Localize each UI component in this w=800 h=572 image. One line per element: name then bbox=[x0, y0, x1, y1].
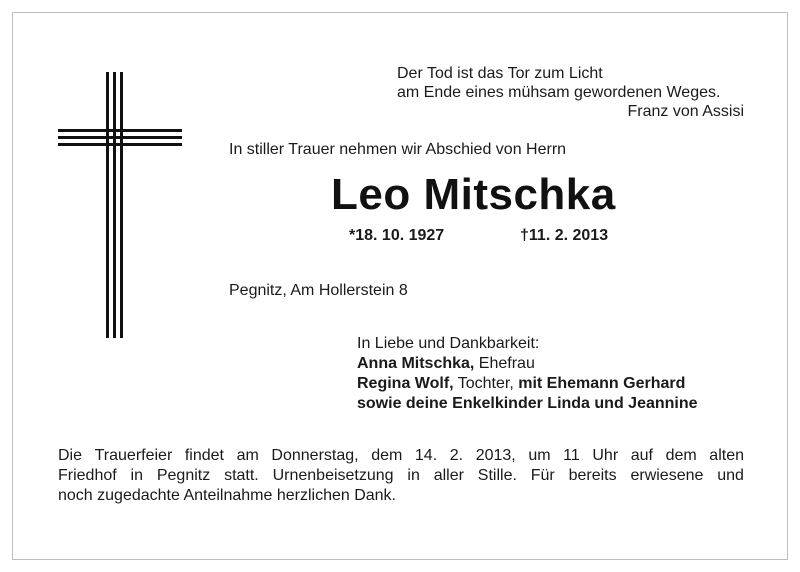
quote-author: Franz von Assisi bbox=[627, 103, 744, 120]
mourner-name: sowie deine Enkelkinder Linda und Jeannine bbox=[357, 395, 698, 412]
notice-word: Stille. bbox=[477, 467, 517, 484]
notice-word: in bbox=[130, 467, 143, 484]
funeral-notice bbox=[58, 446, 744, 506]
notice-word: bereits bbox=[568, 467, 617, 484]
mourners-list bbox=[357, 334, 698, 414]
notice-word: aller bbox=[433, 467, 464, 484]
notice-line bbox=[58, 446, 744, 466]
notice-word: erwiesene bbox=[630, 467, 704, 484]
notice-word: Donnerstag, bbox=[271, 447, 359, 464]
notice-word: in bbox=[407, 467, 420, 484]
death-date: †11. 2. 2013 bbox=[520, 227, 609, 244]
notice-word: und bbox=[717, 467, 744, 484]
mourner-relation: Ehefrau bbox=[474, 355, 535, 372]
notice-word: 2013, bbox=[475, 447, 516, 464]
quote bbox=[397, 64, 744, 121]
notice-word: auf bbox=[630, 447, 653, 464]
notice-word: Trauerfeier bbox=[94, 447, 173, 464]
notice-word: am bbox=[236, 447, 259, 464]
notice-word: 2. bbox=[449, 447, 464, 464]
mourner-name: Regina Wolf, bbox=[357, 375, 454, 392]
notice-word: Für bbox=[530, 467, 555, 484]
quote-line: Der Tod ist das Tor zum Licht bbox=[397, 65, 603, 82]
quote-line: am Ende eines mühsam gewordenen Weges. bbox=[397, 84, 721, 101]
cross-icon bbox=[58, 72, 182, 338]
notice-word: Urnenbeisetzung bbox=[272, 467, 394, 484]
notice-word: Uhr bbox=[592, 447, 619, 464]
deceased-name: Leo Mitschka bbox=[331, 170, 616, 219]
mourner-relation: Tochter, bbox=[453, 375, 514, 392]
notice-word: Friedhof bbox=[58, 467, 117, 484]
notice-word: 11 bbox=[563, 447, 580, 464]
notice-word: dem bbox=[665, 447, 697, 464]
intro-text: In stiller Trauer nehmen wir Abschied von Herrn bbox=[229, 141, 567, 158]
notice-word: Pegnitz bbox=[156, 467, 211, 484]
notice-word: Die bbox=[58, 447, 83, 464]
notice-line bbox=[58, 466, 744, 486]
notice-line: noch zugedachte Anteilnahme herzlichen Dank. bbox=[58, 487, 396, 504]
notice-word: um bbox=[528, 447, 551, 464]
notice-word: statt. bbox=[224, 467, 259, 484]
mourner-spouse: mit Ehemann Gerhard bbox=[513, 375, 686, 392]
mourner-name: Anna Mitschka, bbox=[357, 355, 475, 372]
birth-date: *18. 10. 1927 bbox=[349, 227, 445, 244]
notice-word: alten bbox=[709, 447, 744, 464]
notice-word: 14. bbox=[414, 447, 438, 464]
notice-word: findet bbox=[184, 447, 224, 464]
address: Pegnitz, Am Hollerstein 8 bbox=[229, 282, 408, 299]
notice-word: dem bbox=[371, 447, 403, 464]
mourner-line bbox=[357, 394, 698, 414]
mourner-line bbox=[357, 374, 698, 394]
mourner-line bbox=[357, 354, 698, 374]
mourners-heading: In Liebe und Dankbarkeit: bbox=[357, 335, 540, 352]
